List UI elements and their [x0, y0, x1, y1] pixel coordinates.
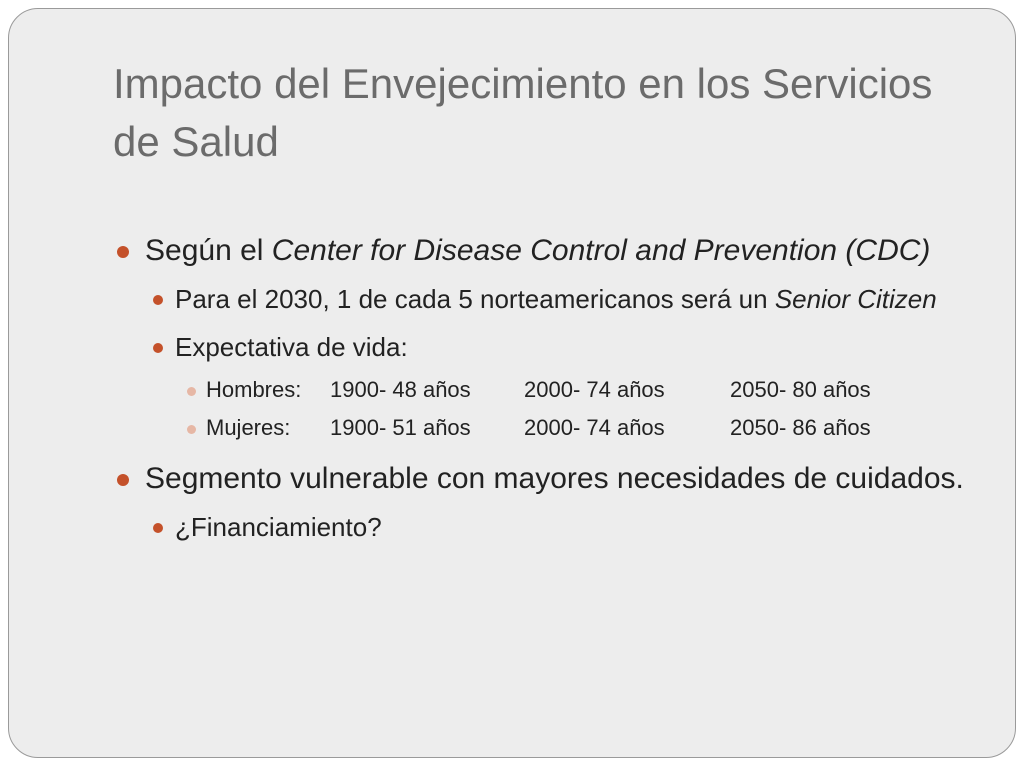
sub-bullet-2030-italic: Senior Citizen — [774, 284, 937, 314]
bullet-dot-icon — [117, 246, 129, 258]
sub-bullet-2030 — [113, 277, 973, 321]
value-1900: 1900- 51 años — [330, 415, 471, 440]
value-2050: 2050- 86 años — [730, 415, 871, 440]
value-2000: 2000- 74 años — [524, 377, 665, 402]
life-expectancy-row-men — [113, 371, 973, 409]
value-1900: 1900- 48 años — [330, 377, 471, 402]
slide — [8, 8, 1016, 758]
life-expectancy-label: Expectativa de vida: — [175, 332, 408, 362]
bullet-dot-icon — [153, 523, 163, 533]
bullet-dot-icon — [187, 425, 196, 434]
bullet-cdc-source: Center for Disease Control and Prevention (CDC) — [271, 234, 931, 267]
row-label: Mujeres: — [206, 415, 291, 440]
bullet-cdc — [113, 229, 973, 273]
bullet-vulnerable-segment — [113, 457, 973, 501]
row-label: Hombres: — [206, 377, 302, 402]
bullet-vulnerable-text: Segmento vulnerable con mayores necesidades de cuidados. — [145, 462, 964, 495]
bullet-dot-icon — [187, 387, 196, 396]
bullet-dot-icon — [117, 474, 129, 486]
bullet-list — [113, 229, 973, 549]
sub-bullet-life-expectancy — [113, 325, 973, 369]
sub-bullet-2030-text: Para el 2030, 1 de cada 5 norteamericanos será un — [175, 284, 775, 314]
sub-bullet-financing — [113, 505, 973, 549]
slide-title: Impacto del Envejecimiento en los Servicios de Salud — [113, 60, 933, 165]
bullet-dot-icon — [153, 343, 163, 353]
life-expectancy-row-women — [113, 409, 973, 447]
bullet-cdc-prefix: Según el — [145, 234, 272, 267]
financing-text: ¿Financiamiento? — [175, 512, 382, 542]
value-2050: 2050- 80 años — [730, 377, 871, 402]
bullet-dot-icon — [153, 295, 163, 305]
value-2000: 2000- 74 años — [524, 415, 665, 440]
